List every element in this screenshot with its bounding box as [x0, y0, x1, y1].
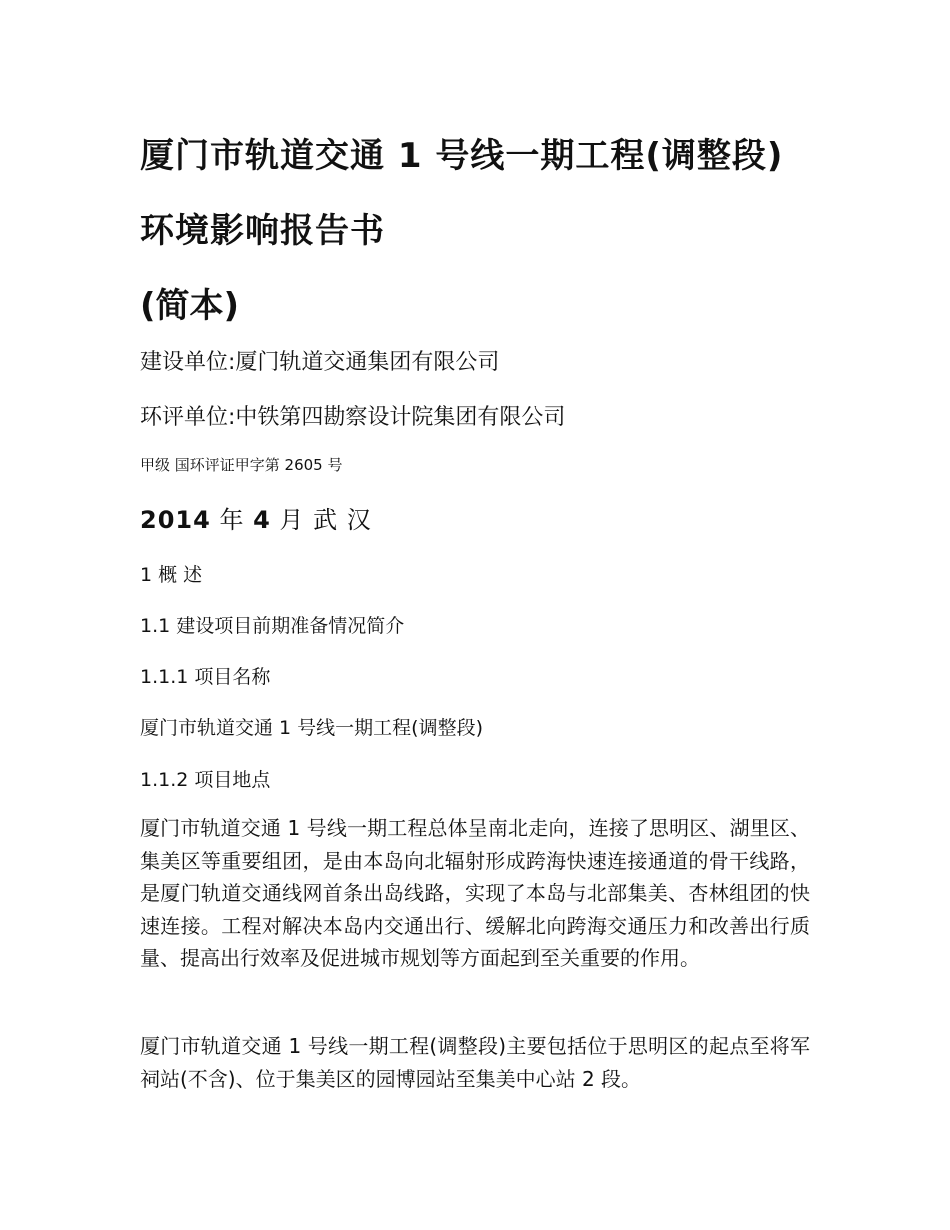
- date-year: 2014: [140, 506, 211, 534]
- report-title-line-3: (简本): [140, 286, 240, 326]
- section-heading-1: 1 概 述: [140, 564, 203, 586]
- date-place: 武 汉: [313, 506, 372, 534]
- section-heading-1-1-2: 1.1.2 项目地点: [140, 769, 271, 791]
- date-month: 4: [253, 506, 271, 534]
- assessor-unit: 环评单位:中铁第四勘察设计院集团有限公司: [140, 405, 566, 430]
- builder-unit: 建设单位:厦门轨道交通集团有限公司: [140, 350, 500, 375]
- report-date: [140, 500, 372, 535]
- body-paragraph: 厦门市轨道交通 1 号线一期工程总体呈南北走向，连接了思明区、湖里区、集美区等重要组团，是由本岛向北辐射形成跨海快速连接通道的骨干线路，是厦门轨道交通线网首条出岛线路，实现了本岛与北部集美、杏林组团的快速连接。工程对解决本岛内交通出行、缓解北向跨海交通压力和改善出行质量、提高出行效率及促进城市规划等方面起到至关重要的作用。: [140, 816, 810, 971]
- certificate-line: 甲级 国环评证甲字第 2605 号: [140, 456, 343, 474]
- section-heading-1-1-1: 1.1.1 项目名称: [140, 666, 271, 688]
- date-year-unit: 年: [219, 506, 245, 534]
- report-title-line-1: 厦门市轨道交通 1 号线一期工程(调整段): [140, 136, 784, 176]
- report-title-line-2: 环境影响报告书: [140, 211, 385, 251]
- project-name-text: 厦门市轨道交通 1 号线一期工程(调整段): [140, 717, 483, 739]
- date-month-unit: 月: [279, 506, 305, 534]
- body-paragraph: 厦门市轨道交通 1 号线一期工程(调整段)主要包括位于思明区的起点至将军祠站(不含)、位于集美区的园博园站至集美中心站 2 段。: [140, 1034, 810, 1091]
- section-heading-1-1: 1.1 建设项目前期准备情况简介: [140, 615, 405, 637]
